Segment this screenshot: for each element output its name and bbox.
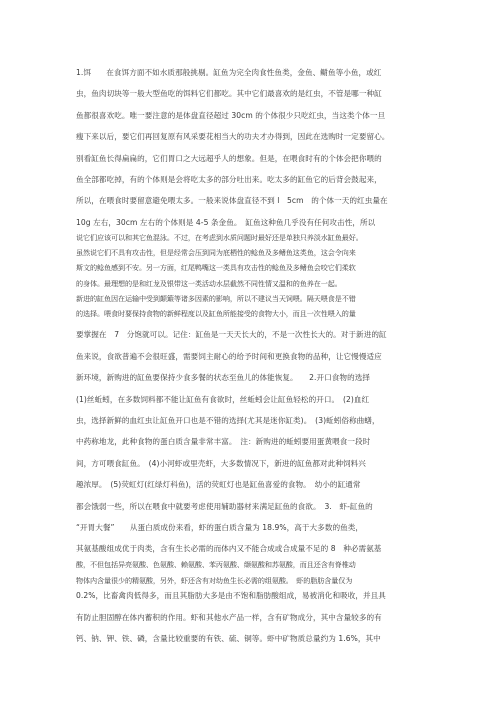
text-line: 所以，在喂食时要留意避免喂太多。一般来说体盘直径不到 l 5cm 的个体一天的红虫量在 [76,196,388,206]
text-line: 趣浓厚。 (5)荧虹灯(红绿灯科鱼)，活的荧虹灯也是缸鱼喜爱的食物。 幼小的缸通常 [76,480,361,490]
text-line: 新进的缸鱼因在运输中受到颠簸等诸多因素的影响，所以不建议当天饲喂。隔天喂食是不错 [76,293,356,303]
text-line: 虫，选择新鲜的血红虫让缸鱼开口也是不错的选择(尤其是迷你缸类)。 (3)蚯蚓俗称曲蟮， [76,416,380,425]
text-line: (1)丝蚯蚓，在多数饲料都不能让缸鱼有食欲时，丝蚯蚓会让缸鱼轻松的开口。 (2)血红 [76,394,370,404]
text-line: 说它们应该可以和其它鱼混泳。不过，在考虑到水质问题时最好还是单独只养淡水缸鱼最好。 [76,233,363,242]
text-line: 0.2%，比畜禽肉低得多，而且其脂肪大多是由不饱和脂肪酸组成，易被消化和吸收，并且具 [76,591,386,601]
text-line: 中药称地龙，此种食物的蛋白质含量非常丰富。 注：新购进的蚯蚓要用蛋黄喂食一段时 [76,437,371,447]
text-line: 钙、钠、钾、铁、磷，含量比较重要的有铁、硫、铜等。虾中矿物质总量约为 1.6%，其中 [76,634,381,643]
text-line: 虽然说它们不具有攻击性，但是经常会压到同为底栖性的鲶鱼及多鳍鱼这类鱼，这会令向来 [76,248,356,258]
text-line: 有防止胆固醇在体内蓄积的作用。虾和其他水产品一样，含有矿物成分，其中含量较多的有 [76,612,382,622]
text-line: 新环境，新购进的缸鱼要保持少食多餐的状态至鱼儿的体能恢复。 2.开口食物的选择 [76,373,371,383]
text-line: 要掌握在 7 分饱就可以。记住：缸鱼是一天天长大的，不是一次性长大的。对于新进的缸 [76,330,387,340]
text-line: 虫，鱼肉切块等一般大型鱼吃的饵料它们都吃。其中它们最喜欢的是红虫，不管是哪一种缸 [76,89,382,99]
text-line: 物体内含量很少的精氨酸，另外，虾还含有对幼鱼生长必需的组氨酸。 虾的脂肪含量仅为 [76,575,353,585]
text-line: 别看缸鱼长得扁扁的，它们胃口之大远超乎人的想象。但是，在喂食时有的个体会把你喂的 [76,153,382,163]
text-line: 鱼都很喜欢吃。唯一要注意的是体盘直径超过 30cm 的个体很少只吃红虫，当这类个体一旦 [76,110,386,120]
text-line: 鱼来说，食欲普遍不会很旺盛，需要饲主耐心的给予时间和更换食物的品种，让它慢慢适应 [76,351,382,361]
text-line: “开胃大餐” 从蛋白质成份来看，虾的蛋白质含量为 18.9%，高于大多数的鱼类， [76,523,364,532]
text-line: 1.饵 在食饵方面不如水质那般挑剔。缸鱼为完全肉食性鱼类，金鱼、鳚鱼等小鱼，或红 [76,68,382,77]
text-line: 间，方可喂食缸鱼。 (4)小河虾或里壳虾，大多数情况下，新进的缸鱼都对此种饲料兴 [76,458,366,468]
text-line: 10g 左右，30cm 左右的个体则是 4-5 条金鱼。 缸鱼这种鱼几乎没有任何攻击性，所以 [76,217,376,227]
text-line: 其氨基酸组成优于肉类，含有生长必需的而体内又不能合成或合成量不足的 8 种必需氨基 [76,544,382,554]
text-line: 的选择。喂食时要保持食物的新鲜程度以及缸鱼所能接受的食物大小，而且一次性喂入的量 [76,309,356,318]
text-line: 鱼全部都吃掉，有的个体则是会将吃太多的部分吐出来。吃太多的缸鱼它的后背会鼓起来， [76,175,382,184]
text-line: 都会饿弱一些，所以在喂食中就要考虑使用辅助器材来满足缸鱼的食欲。 3. 虾-缸鱼的 [76,501,373,511]
text-line: 酸，不但包括异亮氨酸、色氨酸、赖氨酸、苯丙氨酸、缬氨酸和苏氨酸，而且还含有脊椎动 [76,560,356,569]
text-line: 斯文的鲶鱼感到不安。另一方面，红尾鸭嘴这一类具有攻击性的鲶鱼及多鳍鱼会咬它们柔软 [76,263,356,273]
text-line: 瘦下来以后，要它们再回复原有风采要花相当大的功夫才办得到，因此在选购时一定要留心。 [76,132,390,142]
text-line: 的身体。最理想的是和红龙及银带这一类活动水层截然不同性情又温和的鱼养在一起。 [76,278,342,288]
